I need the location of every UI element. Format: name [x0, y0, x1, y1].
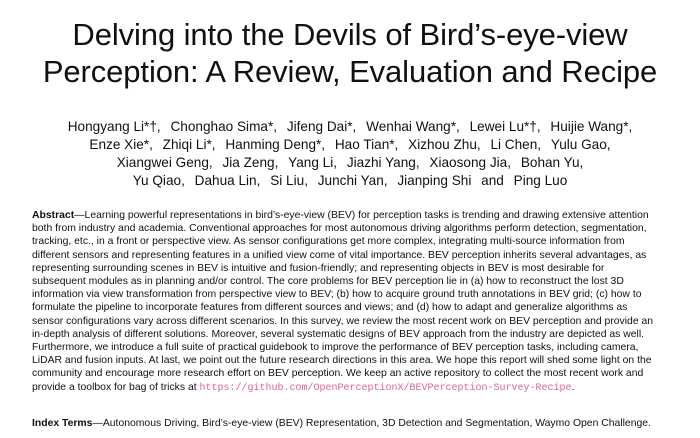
abstract-line: tracking, etc., in a front or perspective view. As sensor configurations get more complex, integrating multi-source information from [32, 236, 625, 248]
author-name: Jia Zeng, [222, 155, 279, 170]
author-line [0, 118, 700, 136]
author-name: Enze Xie*, [89, 137, 153, 152]
author-line [0, 172, 700, 190]
author-name: Si Liu, [270, 173, 308, 188]
author-conjunction: and [481, 173, 504, 188]
author-name: Jifeng Dai*, [286, 119, 357, 134]
author-name: Chonghao Sima*, [170, 119, 278, 134]
author-name: Yulu Gao, [550, 137, 611, 152]
abstract-line: LiDAR and fusion inputs. At last, we point out the future research directions in this area. We hope this report will shed some light on the [32, 355, 652, 367]
abstract-line: different sensors and representing features in a unified view come of vital importance. BEV perception inherits several advantages, as [32, 249, 647, 261]
author-name: Junchi Yan, [317, 173, 388, 188]
repo-link[interactable]: https://github.com/OpenPerceptionX/BEVPerception-Survey-Recipe [199, 382, 572, 394]
abstract-line: both from industry and academia. Conventional approaches for most autonomous driving algorithms perform detection, segmentation, [32, 223, 647, 235]
author-name: Bohan Yu, [520, 155, 584, 170]
index-terms-label: Index Terms [32, 418, 93, 429]
index-terms-text: —Autonomous Driving, Bird’s-eye-view (BEV) Representation, 3D Detection and Segmentation, Waymo Open Challenge. [92, 418, 651, 429]
author-name: Hanming Deng*, [225, 137, 326, 152]
abstract-line: in-depth analysis of different solutions. Moreover, several systematic designs of BEV approach from the industry are depicted as well. [32, 328, 645, 340]
abstract-line: community and encourage more research effort on BEV perception. We keep an active repository to collect the most recent work and [32, 368, 644, 380]
abstract-label: Abstract [32, 210, 75, 221]
author-name: Lewei Lu*†, [469, 119, 541, 134]
author-list [0, 118, 700, 190]
abstract-line [32, 209, 672, 222]
author-name: Wenhai Wang*, [366, 119, 460, 134]
author-line [0, 136, 700, 154]
title-line: Delving into the Devils of Bird’s-eye-view [72, 17, 628, 52]
author-name: Xiangwei Geng, [116, 155, 213, 170]
abstract-line: formulate the pipeline to incorporate features from different sources and views; and (d) how to adapt and generalize algorithms as [32, 302, 628, 314]
abstract-line [32, 381, 672, 395]
author-name: Dahua Lin, [194, 173, 261, 188]
paper-title [0, 16, 700, 90]
author-name: Yu Qiao, [132, 173, 185, 188]
author-name: Xiaosong Jia, [429, 155, 512, 170]
author-name: Hongyang Li*†, [67, 119, 161, 134]
author-name: Zhiqi Li*, [162, 137, 216, 152]
abstract-text: provide a toolbox for bag of tricks at [32, 381, 197, 393]
author-name: Jianping Shi [397, 173, 472, 188]
author-name: Jiazhi Yang, [346, 155, 420, 170]
abstract-line: information via view transformation from perspective view to BEV; (b) how to acquire ground truth annotations in BEV grid; (c) how to [32, 289, 642, 301]
author-line [0, 154, 700, 172]
abstract-period: . [571, 381, 575, 393]
abstract-line: sensor configurations vary across different scenarios. In this survey, we review the most recent work on BEV perception and provide an [32, 315, 654, 327]
index-terms [32, 417, 692, 430]
abstract [32, 209, 672, 395]
abstract-line: representing surrounding scenes in BEV is intuitive and fusion-friendly; and representing objects in BEV is most desirable for [32, 262, 605, 274]
abstract-line: subsequent modules as in planning and/or control. The core problems for BEV perception lie in (a) how to reconstruct the lost 3D [32, 276, 624, 288]
author-name: Huijie Wang*, [550, 119, 633, 134]
author-name: Hao Tian*, [334, 137, 399, 152]
author-name: Xizhou Zhu, [408, 137, 481, 152]
author-name: Ping Luo [513, 173, 568, 188]
author-name: Yang Li, [288, 155, 338, 170]
abstract-text: —Learning powerful representations in bird’s-eye-view (BEV) for perception tasks is trending and drawing extensive attention [74, 210, 649, 221]
author-name: Li Chen, [490, 137, 542, 152]
abstract-line: Furthermore, we introduce a full suite of practical guidebook to improve the performance of BEV perception tasks, including camera, [32, 342, 639, 354]
title-line: Perception: A Review, Evaluation and Recipe [42, 54, 658, 89]
